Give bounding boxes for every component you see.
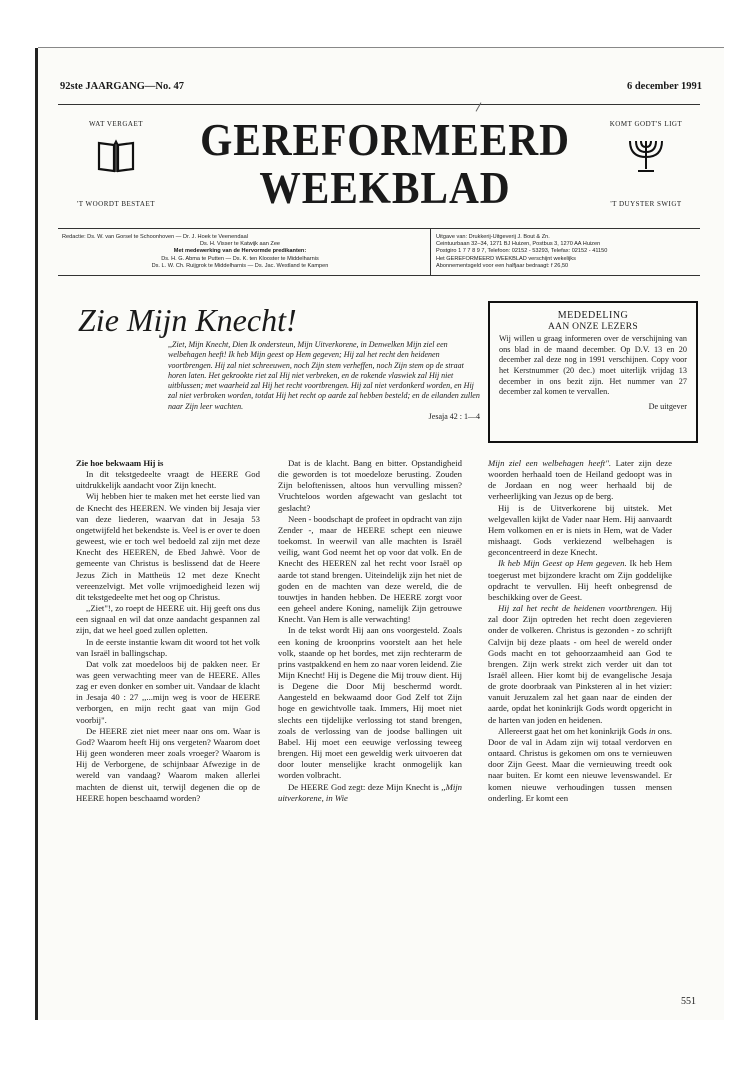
notice-box [488,301,698,443]
editorial-board [62,234,418,270]
paragraph [488,603,672,726]
paragraph: Dat volk zat moedeloos bij de pakken neer. Er was geen verwachting meer van de HEERE. Alles zag er even donker en somber uit. Vandaar de klacht in Jesaja 40 : 27 ,,...mijn weg is voor de HEERE verborgen, en mijn recht gaat van mijn God voorbij". [76,658,260,725]
publisher-line-5: Abonnementsgeld voor een halfjaar bedraagt: f 26,50 [436,262,569,269]
page-number: 551 [681,996,696,1007]
notice-subheading: AAN ONZE LEZERS [548,321,638,332]
article-title: Zie Mijn Knecht! [78,302,297,338]
right-motto-box [590,110,702,220]
text-run: Ik heb Hem toegerust met bijzondere kracht om Zijn goddelijke opdracht te vervullen. Hij heeft onbegrensd de beschikking over de Geest. [488,558,673,602]
redaction-line-2: Ds. H. Visser te Katwijk aan Zee [199,241,281,248]
notice-heading: MEDEDELING [557,310,629,321]
text-run: ons. Door de val in Adam zijn wij totaal verdorven en ontaard. Christus is gekomen om ons te vernieuwen door Zijn Geest. Maar die vernieuwing treedt ook naar buiten. Er komt een nieuwe levenswandel. Er komen nieuwe verhoudingen tussen mensen onderling. Er komt een [488,725,672,803]
paragraph: In de tekst wordt Hij aan ons voorgesteld. Zoals een koning de kroonprins voorstelt aan het hele volk, staande op het bordes, met zijn rechterarm de prins vastpakkend en hem zo naar voren leidend. Zie Mijn Knecht! Hij is Degene die Mij trouw dient. Hij is Degene die Door Mij beschermd wordt. Aangesteld en bekwaamd door God Zelf tot Zijn hoge en gewichtvolle taak. Immers, Hij moet niet slechts een tijdelijke verlossing tot stand brengen, zoals de verlossing van de joodse ballingen uit Babel. Hij moet een eeuwige verlossing teweeg brengen. Hij moet een geweldig werk uitvoeren dat door louter menselijke kracht onmogelijk kan worden volbracht. [278,625,462,781]
text-run-italic: Ik heb Mijn Geest op Hem gegeven. [498,558,627,569]
publisher-line-1: Uitgave van: Drukkerij-Uitgeverij J. Bout & Zn. [436,234,550,240]
text-run: Later zijn deze woorden herhaald toen de Heiland gedoopt was in de Jordaan en nog weer herhaald bij de verheerlijking van Jezus op de berg. [488,458,672,502]
info-divider [58,275,700,276]
paragraph: De HEERE ziet niet meer naar ons om. Waar is God? Waarom heeft Hij ons vergeten? Waarom doet Hij geen wonderen meer zoals vroeger? Waarom is Hij de Verborgene, de schijnbaar Afwezige in de wereld van vandaag? Waarom maken allerlei machten de dienst uit, terwijl degenen die op de HEERE hopen beschaamd worden? [76,725,260,803]
newspaper-page [38,48,724,1020]
masthead-line-2: WEEKBLAD [259,163,511,213]
column-1 [76,458,260,804]
quote-text: ,,Ziet, Mijn Knecht, Dien Ik ondersteun, Mijn Uitverkorene, in Denwelken Mijn ziel een welbehagen heeft! Ik heb Mijn geest op Hem gegeven; Hij zal het recht den heidenen voortbrengen. Hij zal niet schreeuwen, noch Zijn stem verheffen, noch Zijn stem op de straat horen laten. Het gekrookte riet zal Hij niet verbreken, en de rokende vlaswiek zal Hij niet uitblussen; met waarheid zal Hij het recht voortbrengen. Hij zal niet verdonkerd worden, en Hij zal niet verbroken worden, totdat Hij het recht op aarde zal hebben besteld; en de eilanden zullen naar Zijn leer wachten. [168,340,480,411]
paragraph [278,782,462,804]
notice-signature: De uitgever [648,401,687,411]
column-3 [488,458,672,804]
publisher-line-2: Ceintuurbaan 32–34, 1271 BJ Huizen, Postbus 3, 1270 AA Huizen [436,241,601,248]
top-divider [58,104,700,105]
left-motto-bottom: 'T WOORDT BESTAET [76,200,156,208]
subheading: Zie hoe bekwaam Hij is [76,458,164,468]
text-run: De HEERE God zegt: deze Mijn Knecht is [288,781,442,792]
scripture-quote [168,340,480,422]
publisher-line-4: Het GEREFORMEERD WEEKBLAD verschijnt wekelijks [436,255,576,262]
right-motto-bottom: 'T DUYSTER SWIGT [610,200,682,208]
text-run-italic: ,,Mijn uitverkorene, in Wie [278,781,462,803]
column-2 [278,458,462,804]
paragraph: Neen - boodschapt de profeet in opdracht van zijn Zender -, maar de HEERE schept een nieuwe toekomst. In weerwil van alle machten is Israël veilig, want God neemt het op voor dat volk. En de Knecht des HEEREN zal het recht voor Israël op aarde tot stand brengen. Uiteindelijk zijn het niet de goden en de machten van deze wereld, die de touwtjes in handen hebben. De HEERE zorgt voor een geheel andere Koning, namelijk Zijn getrouwe Knecht. Van Hem is alle verwachting! [278,513,462,625]
paragraph: ,,Ziet"!, zo roept de HEERE uit. Hij geeft ons dus een signaal en wil dat onze aandacht gespannen zal zijn, dat we heel goed zullen opletten. [76,603,260,636]
paragraph [488,458,672,503]
menorah-icon [626,137,666,177]
masthead [195,116,576,212]
text-run-italic: in [648,725,656,736]
notice-body: Wij willen u graag informeren over de verschijning van ons blad in de maand december. Op D.V. 13 en 20 december zal deze nog in 1991 verschijnen. Copy voor het Kerstnummer (20 dec.) moet uiterlijk vrijdag 13 december in ons bezit zijn. Het nummer van 27 december zal komen te vervallen. [499,334,687,397]
paragraph: In dit tekstgedeelte vraagt de HEERE God uitdrukkelijk aandacht voor Zijn knecht. [76,469,260,491]
redaction-line-4: Ds. H. G. Abma te Putten — Ds. K. ten Klooster te Middelharnis [161,255,319,262]
redaction-line-5: Ds. L. W. Ch. Ruijgrok te Middelharnis — Ds. Jac. Westland te Kampen [151,262,329,269]
left-motto-top: WAT VERGAET [88,120,144,128]
text-run: Hij zal door Zijn optreden het recht doen zegevieren onder de volkeren. Christus is gezonden - zo schrijft Calvijn bij deze plaats - om heel de wereld onder Gods macht en tot gehoorzaamheid aan God te brengen. Zijn werk strekt zich verder uit dan tot Israël alleen. Hier komt bij de evangelische Jesaja de grote doorbraak van Pinksteren al in het vizier: vanuit Jeruzalem zal het gaan naar de einden der aarde, opdat het koninkrijk Gods wordt opgericht in de harten van joden en heidenen. [488,603,672,725]
text-run-italic: Mijn ziel een welbehagen heeft". [488,458,612,468]
publisher-line-3: Postgiro 1 7 7 8 9 7, Telefoon: 02152 - 53293, Telefax: 02152 - 41150 [436,248,608,255]
text-run-italic: Hij zal het recht de heidenen voortbrengen. [498,603,658,614]
right-motto-top: KOMT GODT'S LIGT [609,120,683,128]
paragraph [488,558,672,603]
redaction-line-1: Redactie: Ds. W. van Gorsel te Schoonhoven — Dr. J. Hoek te Veenendaal [62,234,248,240]
paragraph [488,726,672,804]
paragraph: Wij hebben hier te maken met het eerste lied van de Knecht des HEEREN. We vinden bij Jesaja vier van deze liederen, waarvan dat in Jesaja 53 ongetwijfeld het bekendste is. Veel is er over te doen geweest, wie er toch wel bedoeld zal zijn met deze Knecht des HEEREN, de Ebed Jahwè. Voor de gemeente van Christus is beslissend dat de Heere Jezus Zich in Mattheüs 12 met deze Knecht vereenzelvigt. Met volle vrijmoedigheid lezen wij dit tekstgedeelte met het oog op Christus. [76,491,260,602]
open-book-icon [96,137,136,175]
publisher-info [436,234,706,270]
paragraph: In de eerste instantie kwam dit woord tot het volk van Israël in ballingschap. [76,636,260,658]
info-separator [430,228,431,275]
masthead-divider [58,228,700,229]
text-run: Allereerst gaat het om het koninkrijk Gods [498,725,649,736]
redaction-line-3: Met medewerking van de Hervormde predikanten: [173,248,307,255]
paragraph: Dat is de klacht. Bang en bitter. Opstandigheid die geworden is tot moedeloze berusting. Zouden Zijn beloftenissen, altoos hun vervulling missen? Vruchteloos worden afgewacht van geslacht tot geslacht? [278,458,462,513]
volume-number: 92ste JAARGANG—No. 47 [60,81,184,92]
masthead-line-1: GEREFORMEERD [200,115,570,165]
paragraph: Hij is de Uitverkorene bij uitstek. Met welgevallen kijkt de Vader naar Hem. Hij aanvaardt Hem volkomen en er is niets in Hem, wat de Vader mishaagt. Gods verkiezend welbehagen is geconcentreerd in deze Knecht. [488,502,672,558]
quote-reference: Jesaja 42 : 1—4 [428,412,480,422]
left-motto-box [60,110,172,220]
issue-date: 6 december 1991 [626,81,702,92]
